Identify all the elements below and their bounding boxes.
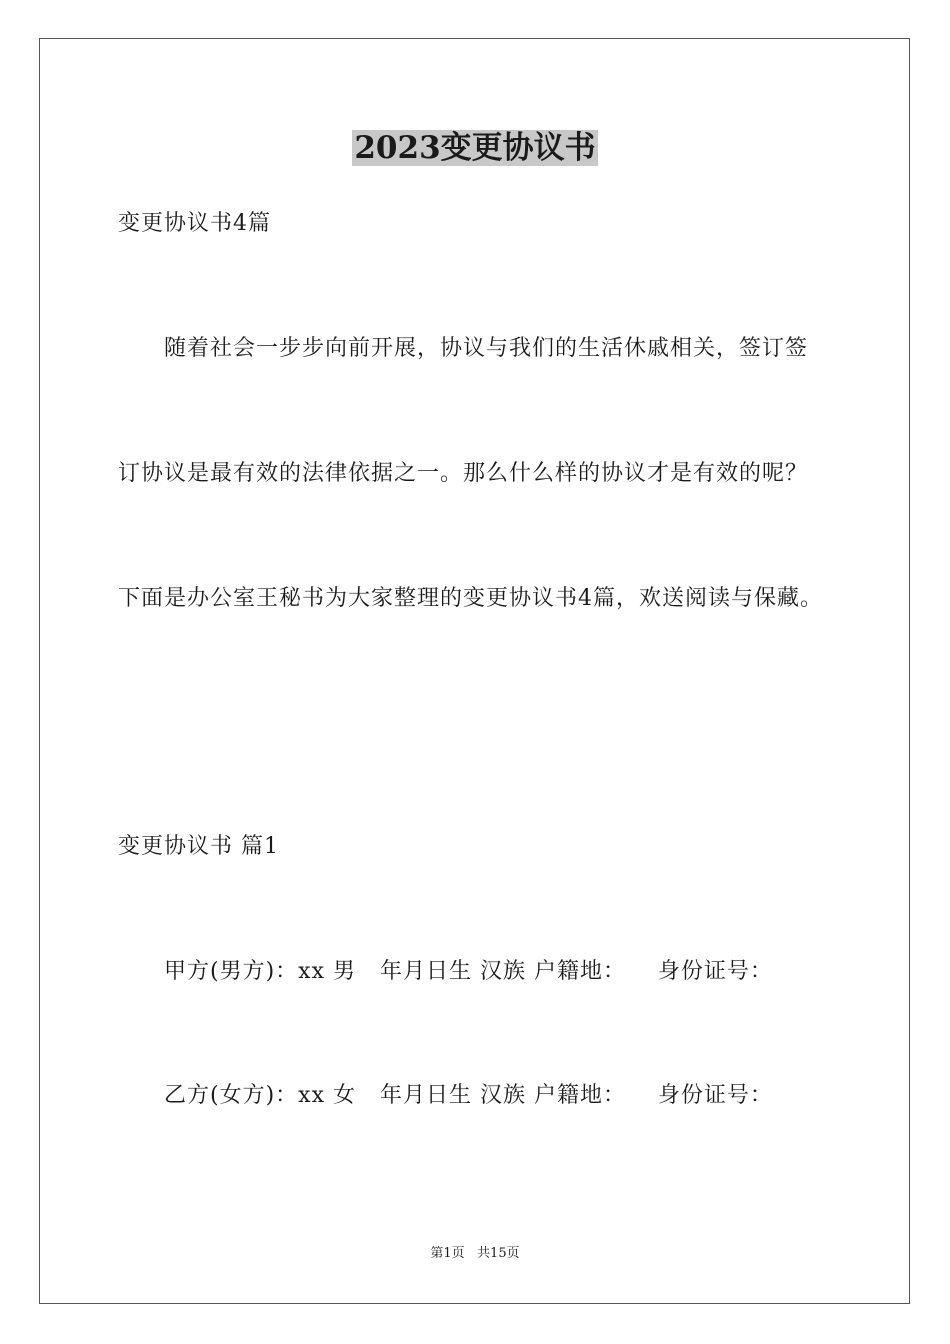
document-title — [0, 128, 950, 168]
document-title-text: 2023变更协议书 — [354, 130, 596, 166]
intro-paragraph-line-1: 随着社会一步步向前开展，协议与我们的生活休戚相关，签订签 — [164, 336, 809, 361]
intro-paragraph-line-2: 订协议是最有效的法律依据之一。那么什么样的协议才是有效的呢？ — [118, 461, 809, 486]
party-a-line: 甲方(男方)：xx 男 年月日生 汉族 户籍地： 身份证号： — [164, 959, 773, 984]
intro-paragraph-line-3: 下面是办公室王秘书为大家整理的变更协议书4篇，欢送阅读与保藏。 — [118, 586, 823, 611]
party-b-line: 乙方(女方)：xx 女 年月日生 汉族 户籍地： 身份证号： — [164, 1083, 773, 1108]
page-number-footer: 第1页 共15页 — [430, 1246, 520, 1261]
document-subtitle: 变更协议书4篇 — [118, 211, 271, 236]
section-heading: 变更协议书 篇1 — [118, 834, 279, 859]
